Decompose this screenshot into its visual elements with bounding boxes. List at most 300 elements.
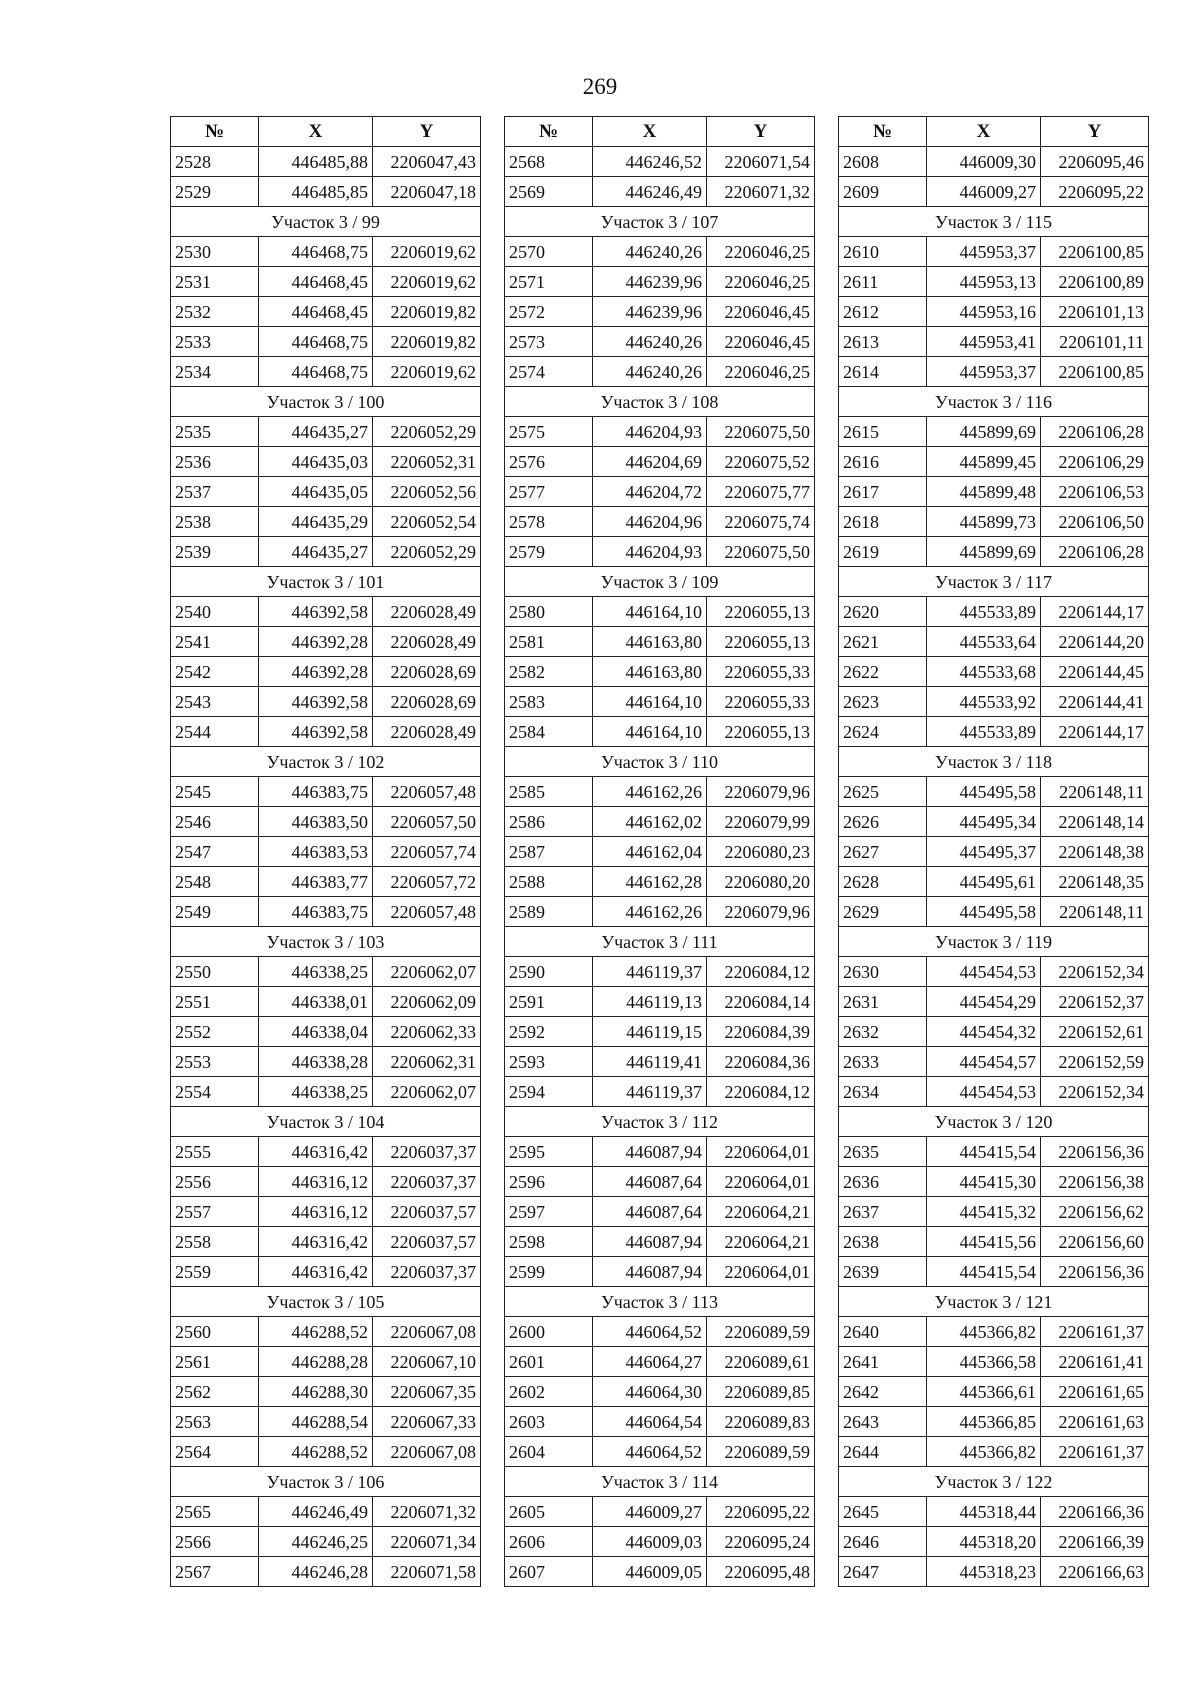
x-coordinate: 445415,30 <box>927 1167 1041 1197</box>
x-coordinate: 446468,45 <box>259 297 373 327</box>
x-coordinate: 445899,69 <box>927 537 1041 567</box>
x-coordinate: 445953,41 <box>927 327 1041 357</box>
y-coordinate: 2206062,31 <box>373 1047 481 1077</box>
point-number: 2605 <box>505 1497 593 1527</box>
x-coordinate: 446204,93 <box>593 417 707 447</box>
x-coordinate: 445366,82 <box>927 1437 1041 1467</box>
table-row <box>505 597 815 627</box>
x-coordinate: 445366,82 <box>927 1317 1041 1347</box>
y-coordinate: 2206156,60 <box>1041 1227 1149 1257</box>
point-number: 2622 <box>839 657 927 687</box>
table-row <box>171 477 481 507</box>
table-row <box>839 777 1149 807</box>
table-row <box>171 1077 481 1107</box>
table-row <box>505 1377 815 1407</box>
header-row <box>839 117 1149 147</box>
y-coordinate: 2206148,14 <box>1041 807 1149 837</box>
x-coordinate: 446162,04 <box>593 837 707 867</box>
y-coordinate: 2206148,35 <box>1041 867 1149 897</box>
y-coordinate: 2206028,49 <box>373 627 481 657</box>
x-coordinate: 446246,49 <box>259 1497 373 1527</box>
y-coordinate: 2206046,45 <box>707 327 815 357</box>
section-row <box>171 387 481 417</box>
y-coordinate: 2206095,22 <box>1041 177 1149 207</box>
table-row <box>839 1377 1149 1407</box>
point-number: 2590 <box>505 957 593 987</box>
section-label: Участок 3 / 115 <box>839 207 1149 237</box>
x-coordinate: 446435,03 <box>259 447 373 477</box>
x-coordinate: 446162,28 <box>593 867 707 897</box>
y-coordinate: 2206052,54 <box>373 507 481 537</box>
header-num: № <box>171 117 259 147</box>
y-coordinate: 2206067,08 <box>373 1317 481 1347</box>
x-coordinate: 446064,52 <box>593 1437 707 1467</box>
point-number: 2564 <box>171 1437 259 1467</box>
x-coordinate: 445953,37 <box>927 357 1041 387</box>
y-coordinate: 2206156,62 <box>1041 1197 1149 1227</box>
x-coordinate: 445533,68 <box>927 657 1041 687</box>
point-number: 2533 <box>171 327 259 357</box>
y-coordinate: 2206152,34 <box>1041 957 1149 987</box>
x-coordinate: 446119,41 <box>593 1047 707 1077</box>
y-coordinate: 2206067,08 <box>373 1437 481 1467</box>
y-coordinate: 2206028,49 <box>373 717 481 747</box>
point-number: 2574 <box>505 357 593 387</box>
table-row <box>171 597 481 627</box>
y-coordinate: 2206106,50 <box>1041 507 1149 537</box>
y-coordinate: 2206144,20 <box>1041 627 1149 657</box>
point-number: 2567 <box>171 1557 259 1587</box>
point-number: 2569 <box>505 177 593 207</box>
y-coordinate: 2206046,25 <box>707 237 815 267</box>
y-coordinate: 2206166,63 <box>1041 1557 1149 1587</box>
x-coordinate: 446204,69 <box>593 447 707 477</box>
x-coordinate: 445899,45 <box>927 447 1041 477</box>
table-row <box>171 1527 481 1557</box>
header-x: X <box>927 117 1041 147</box>
point-number: 2631 <box>839 987 927 1017</box>
table-row <box>839 1527 1149 1557</box>
table-row <box>505 897 815 927</box>
table-row <box>171 807 481 837</box>
point-number: 2588 <box>505 867 593 897</box>
point-number: 2540 <box>171 597 259 627</box>
x-coordinate: 445495,61 <box>927 867 1041 897</box>
section-row <box>839 927 1149 957</box>
x-coordinate: 446087,94 <box>593 1257 707 1287</box>
x-coordinate: 445454,57 <box>927 1047 1041 1077</box>
point-number: 2643 <box>839 1407 927 1437</box>
table-row <box>171 1317 481 1347</box>
table-row <box>839 1047 1149 1077</box>
x-coordinate: 446316,12 <box>259 1167 373 1197</box>
x-coordinate: 446435,05 <box>259 477 373 507</box>
header-y: Y <box>707 117 815 147</box>
point-number: 2620 <box>839 597 927 627</box>
table-row <box>505 1347 815 1377</box>
y-coordinate: 2206084,39 <box>707 1017 815 1047</box>
y-coordinate: 2206079,96 <box>707 777 815 807</box>
point-number: 2545 <box>171 777 259 807</box>
x-coordinate: 446468,75 <box>259 357 373 387</box>
table-row <box>505 867 815 897</box>
x-coordinate: 446119,37 <box>593 1077 707 1107</box>
section-row <box>505 1287 815 1317</box>
x-coordinate: 445533,64 <box>927 627 1041 657</box>
table-row <box>839 297 1149 327</box>
table-row <box>839 147 1149 177</box>
x-coordinate: 446009,27 <box>593 1497 707 1527</box>
point-number: 2647 <box>839 1557 927 1587</box>
coordinates-table-right <box>838 116 1149 1587</box>
x-coordinate: 446392,28 <box>259 657 373 687</box>
y-coordinate: 2206019,62 <box>373 237 481 267</box>
table-row <box>505 1317 815 1347</box>
point-number: 2577 <box>505 477 593 507</box>
point-number: 2614 <box>839 357 927 387</box>
point-number: 2612 <box>839 297 927 327</box>
y-coordinate: 2206057,74 <box>373 837 481 867</box>
x-coordinate: 446240,26 <box>593 327 707 357</box>
x-coordinate: 446204,93 <box>593 537 707 567</box>
y-coordinate: 2206071,34 <box>373 1527 481 1557</box>
table-row <box>839 1347 1149 1377</box>
point-number: 2636 <box>839 1167 927 1197</box>
section-row <box>171 207 481 237</box>
table-row <box>171 537 481 567</box>
section-row <box>171 567 481 597</box>
point-number: 2646 <box>839 1527 927 1557</box>
x-coordinate: 446064,30 <box>593 1377 707 1407</box>
y-coordinate: 2206084,12 <box>707 1077 815 1107</box>
point-number: 2627 <box>839 837 927 867</box>
table-row <box>839 477 1149 507</box>
y-coordinate: 2206046,25 <box>707 357 815 387</box>
x-coordinate: 446383,77 <box>259 867 373 897</box>
y-coordinate: 2206084,36 <box>707 1047 815 1077</box>
table-row <box>505 357 815 387</box>
x-coordinate: 445318,20 <box>927 1527 1041 1557</box>
y-coordinate: 2206055,13 <box>707 717 815 747</box>
x-coordinate: 445953,37 <box>927 237 1041 267</box>
x-coordinate: 446316,12 <box>259 1197 373 1227</box>
x-coordinate: 446485,88 <box>259 147 373 177</box>
table-row <box>171 1017 481 1047</box>
x-coordinate: 446163,80 <box>593 657 707 687</box>
y-coordinate: 2206057,50 <box>373 807 481 837</box>
y-coordinate: 2206064,01 <box>707 1137 815 1167</box>
point-number: 2572 <box>505 297 593 327</box>
y-coordinate: 2206152,61 <box>1041 1017 1149 1047</box>
y-coordinate: 2206019,82 <box>373 297 481 327</box>
y-coordinate: 2206079,99 <box>707 807 815 837</box>
table-row <box>505 1437 815 1467</box>
y-coordinate: 2206062,07 <box>373 957 481 987</box>
section-row <box>171 1467 481 1497</box>
point-number: 2585 <box>505 777 593 807</box>
section-label: Участок 3 / 114 <box>505 1467 815 1497</box>
x-coordinate: 445366,58 <box>927 1347 1041 1377</box>
x-coordinate: 446240,26 <box>593 357 707 387</box>
table-row <box>505 477 815 507</box>
point-number: 2630 <box>839 957 927 987</box>
y-coordinate: 2206062,33 <box>373 1017 481 1047</box>
y-coordinate: 2206037,37 <box>373 1257 481 1287</box>
x-coordinate: 445415,54 <box>927 1257 1041 1287</box>
point-number: 2531 <box>171 267 259 297</box>
x-coordinate: 446383,50 <box>259 807 373 837</box>
point-number: 2599 <box>505 1257 593 1287</box>
table-row <box>505 777 815 807</box>
table-row <box>839 597 1149 627</box>
y-coordinate: 2206095,46 <box>1041 147 1149 177</box>
x-coordinate: 446392,58 <box>259 597 373 627</box>
point-number: 2601 <box>505 1347 593 1377</box>
point-number: 2606 <box>505 1527 593 1557</box>
x-coordinate: 445454,32 <box>927 1017 1041 1047</box>
point-number: 2607 <box>505 1557 593 1587</box>
point-number: 2551 <box>171 987 259 1017</box>
point-number: 2558 <box>171 1227 259 1257</box>
section-row <box>505 927 815 957</box>
table-row <box>505 1047 815 1077</box>
y-coordinate: 2206156,36 <box>1041 1137 1149 1167</box>
table-row <box>505 717 815 747</box>
table-row <box>505 537 815 567</box>
y-coordinate: 2206057,48 <box>373 897 481 927</box>
x-coordinate: 446239,96 <box>593 297 707 327</box>
y-coordinate: 2206075,52 <box>707 447 815 477</box>
table-row <box>171 897 481 927</box>
point-number: 2621 <box>839 627 927 657</box>
x-coordinate: 446119,13 <box>593 987 707 1017</box>
point-number: 2575 <box>505 417 593 447</box>
x-coordinate: 445533,92 <box>927 687 1041 717</box>
y-coordinate: 2206080,23 <box>707 837 815 867</box>
table-row <box>505 1407 815 1437</box>
table-row <box>505 507 815 537</box>
table-row <box>505 147 815 177</box>
y-coordinate: 2206067,35 <box>373 1377 481 1407</box>
section-row <box>171 747 481 777</box>
y-coordinate: 2206055,13 <box>707 627 815 657</box>
point-number: 2587 <box>505 837 593 867</box>
table-row <box>839 837 1149 867</box>
x-coordinate: 446119,15 <box>593 1017 707 1047</box>
table-row <box>171 1497 481 1527</box>
y-coordinate: 2206052,56 <box>373 477 481 507</box>
table-row <box>839 867 1149 897</box>
x-coordinate: 445953,16 <box>927 297 1041 327</box>
y-coordinate: 2206071,32 <box>707 177 815 207</box>
table-row <box>839 1017 1149 1047</box>
point-number: 2536 <box>171 447 259 477</box>
y-coordinate: 2206089,85 <box>707 1377 815 1407</box>
x-coordinate: 446246,49 <box>593 177 707 207</box>
point-number: 2547 <box>171 837 259 867</box>
header-x: X <box>593 117 707 147</box>
x-coordinate: 446246,28 <box>259 1557 373 1587</box>
point-number: 2562 <box>171 1377 259 1407</box>
y-coordinate: 2206067,33 <box>373 1407 481 1437</box>
y-coordinate: 2206089,59 <box>707 1317 815 1347</box>
x-coordinate: 446383,75 <box>259 897 373 927</box>
x-coordinate: 446316,42 <box>259 1227 373 1257</box>
x-coordinate: 446163,80 <box>593 627 707 657</box>
table-row <box>505 1257 815 1287</box>
x-coordinate: 445415,54 <box>927 1137 1041 1167</box>
section-label: Участок 3 / 99 <box>171 207 481 237</box>
section-row <box>839 1467 1149 1497</box>
table-row <box>839 987 1149 1017</box>
y-coordinate: 2206144,17 <box>1041 717 1149 747</box>
x-coordinate: 446064,27 <box>593 1347 707 1377</box>
point-number: 2637 <box>839 1197 927 1227</box>
point-number: 2629 <box>839 897 927 927</box>
x-coordinate: 445366,61 <box>927 1377 1041 1407</box>
x-coordinate: 446392,28 <box>259 627 373 657</box>
table-row <box>171 837 481 867</box>
point-number: 2549 <box>171 897 259 927</box>
table-row <box>171 297 481 327</box>
table-row <box>839 327 1149 357</box>
point-number: 2624 <box>839 717 927 747</box>
y-coordinate: 2206075,50 <box>707 417 815 447</box>
header-x: X <box>259 117 373 147</box>
y-coordinate: 2206161,37 <box>1041 1437 1149 1467</box>
y-coordinate: 2206052,29 <box>373 537 481 567</box>
table-row <box>505 657 815 687</box>
y-coordinate: 2206144,45 <box>1041 657 1149 687</box>
x-coordinate: 446204,72 <box>593 477 707 507</box>
section-label: Участок 3 / 109 <box>505 567 815 597</box>
point-number: 2644 <box>839 1437 927 1467</box>
coordinates-table-middle <box>504 116 815 1587</box>
section-label: Участок 3 / 113 <box>505 1287 815 1317</box>
section-row <box>171 927 481 957</box>
x-coordinate: 446485,85 <box>259 177 373 207</box>
section-row <box>839 567 1149 597</box>
y-coordinate: 2206156,36 <box>1041 1257 1149 1287</box>
y-coordinate: 2206095,48 <box>707 1557 815 1587</box>
table-row <box>171 507 481 537</box>
section-row <box>839 747 1149 777</box>
x-coordinate: 446162,26 <box>593 777 707 807</box>
x-coordinate: 446383,53 <box>259 837 373 867</box>
table-row <box>505 1197 815 1227</box>
table-row <box>171 447 481 477</box>
x-coordinate: 445899,73 <box>927 507 1041 537</box>
y-coordinate: 2206028,69 <box>373 687 481 717</box>
y-coordinate: 2206064,21 <box>707 1197 815 1227</box>
page-number: 269 <box>582 74 618 99</box>
section-row <box>505 1107 815 1137</box>
point-number: 2642 <box>839 1377 927 1407</box>
x-coordinate: 445415,32 <box>927 1197 1041 1227</box>
table-row <box>505 1167 815 1197</box>
table-row <box>505 1077 815 1107</box>
point-number: 2586 <box>505 807 593 837</box>
y-coordinate: 2206106,28 <box>1041 417 1149 447</box>
x-coordinate: 446087,94 <box>593 1137 707 1167</box>
x-coordinate: 446009,05 <box>593 1557 707 1587</box>
x-coordinate: 446162,26 <box>593 897 707 927</box>
section-label: Участок 3 / 110 <box>505 747 815 777</box>
y-coordinate: 2206037,37 <box>373 1137 481 1167</box>
table-row <box>505 837 815 867</box>
section-label: Участок 3 / 101 <box>171 567 481 597</box>
table-row <box>171 147 481 177</box>
table-row <box>171 357 481 387</box>
y-coordinate: 2206047,18 <box>373 177 481 207</box>
y-coordinate: 2206095,24 <box>707 1527 815 1557</box>
x-coordinate: 446288,52 <box>259 1437 373 1467</box>
header-num: № <box>839 117 927 147</box>
point-number: 2610 <box>839 237 927 267</box>
y-coordinate: 2206075,74 <box>707 507 815 537</box>
table-row <box>505 807 815 837</box>
point-number: 2596 <box>505 1167 593 1197</box>
y-coordinate: 2206055,33 <box>707 657 815 687</box>
point-number: 2568 <box>505 147 593 177</box>
point-number: 2592 <box>505 1017 593 1047</box>
point-number: 2553 <box>171 1047 259 1077</box>
point-number: 2581 <box>505 627 593 657</box>
table-row <box>839 1227 1149 1257</box>
table-row <box>171 267 481 297</box>
table-row <box>171 867 481 897</box>
table-row <box>839 717 1149 747</box>
x-coordinate: 446338,25 <box>259 1077 373 1107</box>
table-row <box>505 687 815 717</box>
table-row <box>505 1557 815 1587</box>
table-row <box>505 327 815 357</box>
x-coordinate: 446240,26 <box>593 237 707 267</box>
header-y: Y <box>373 117 481 147</box>
y-coordinate: 2206148,11 <box>1041 897 1149 927</box>
section-row <box>839 1107 1149 1137</box>
section-row <box>839 1287 1149 1317</box>
table-row <box>839 1077 1149 1107</box>
table-row <box>171 1167 481 1197</box>
x-coordinate: 446392,58 <box>259 717 373 747</box>
point-number: 2626 <box>839 807 927 837</box>
y-coordinate: 2206084,12 <box>707 957 815 987</box>
y-coordinate: 2206152,34 <box>1041 1077 1149 1107</box>
x-coordinate: 446468,75 <box>259 237 373 267</box>
x-coordinate: 446288,54 <box>259 1407 373 1437</box>
section-label: Участок 3 / 118 <box>839 747 1149 777</box>
section-row <box>839 207 1149 237</box>
y-coordinate: 2206166,39 <box>1041 1527 1149 1557</box>
y-coordinate: 2206062,07 <box>373 1077 481 1107</box>
table-row <box>505 1497 815 1527</box>
section-label: Участок 3 / 116 <box>839 387 1149 417</box>
table-row <box>171 1227 481 1257</box>
section-label: Участок 3 / 117 <box>839 567 1149 597</box>
y-coordinate: 2206057,72 <box>373 867 481 897</box>
table-row <box>839 1497 1149 1527</box>
table-row <box>839 507 1149 537</box>
table-row <box>171 1257 481 1287</box>
y-coordinate: 2206067,10 <box>373 1347 481 1377</box>
table-row <box>171 237 481 267</box>
y-coordinate: 2206064,21 <box>707 1227 815 1257</box>
x-coordinate: 446338,01 <box>259 987 373 1017</box>
x-coordinate: 446316,42 <box>259 1137 373 1167</box>
y-coordinate: 2206052,31 <box>373 447 481 477</box>
point-number: 2556 <box>171 1167 259 1197</box>
